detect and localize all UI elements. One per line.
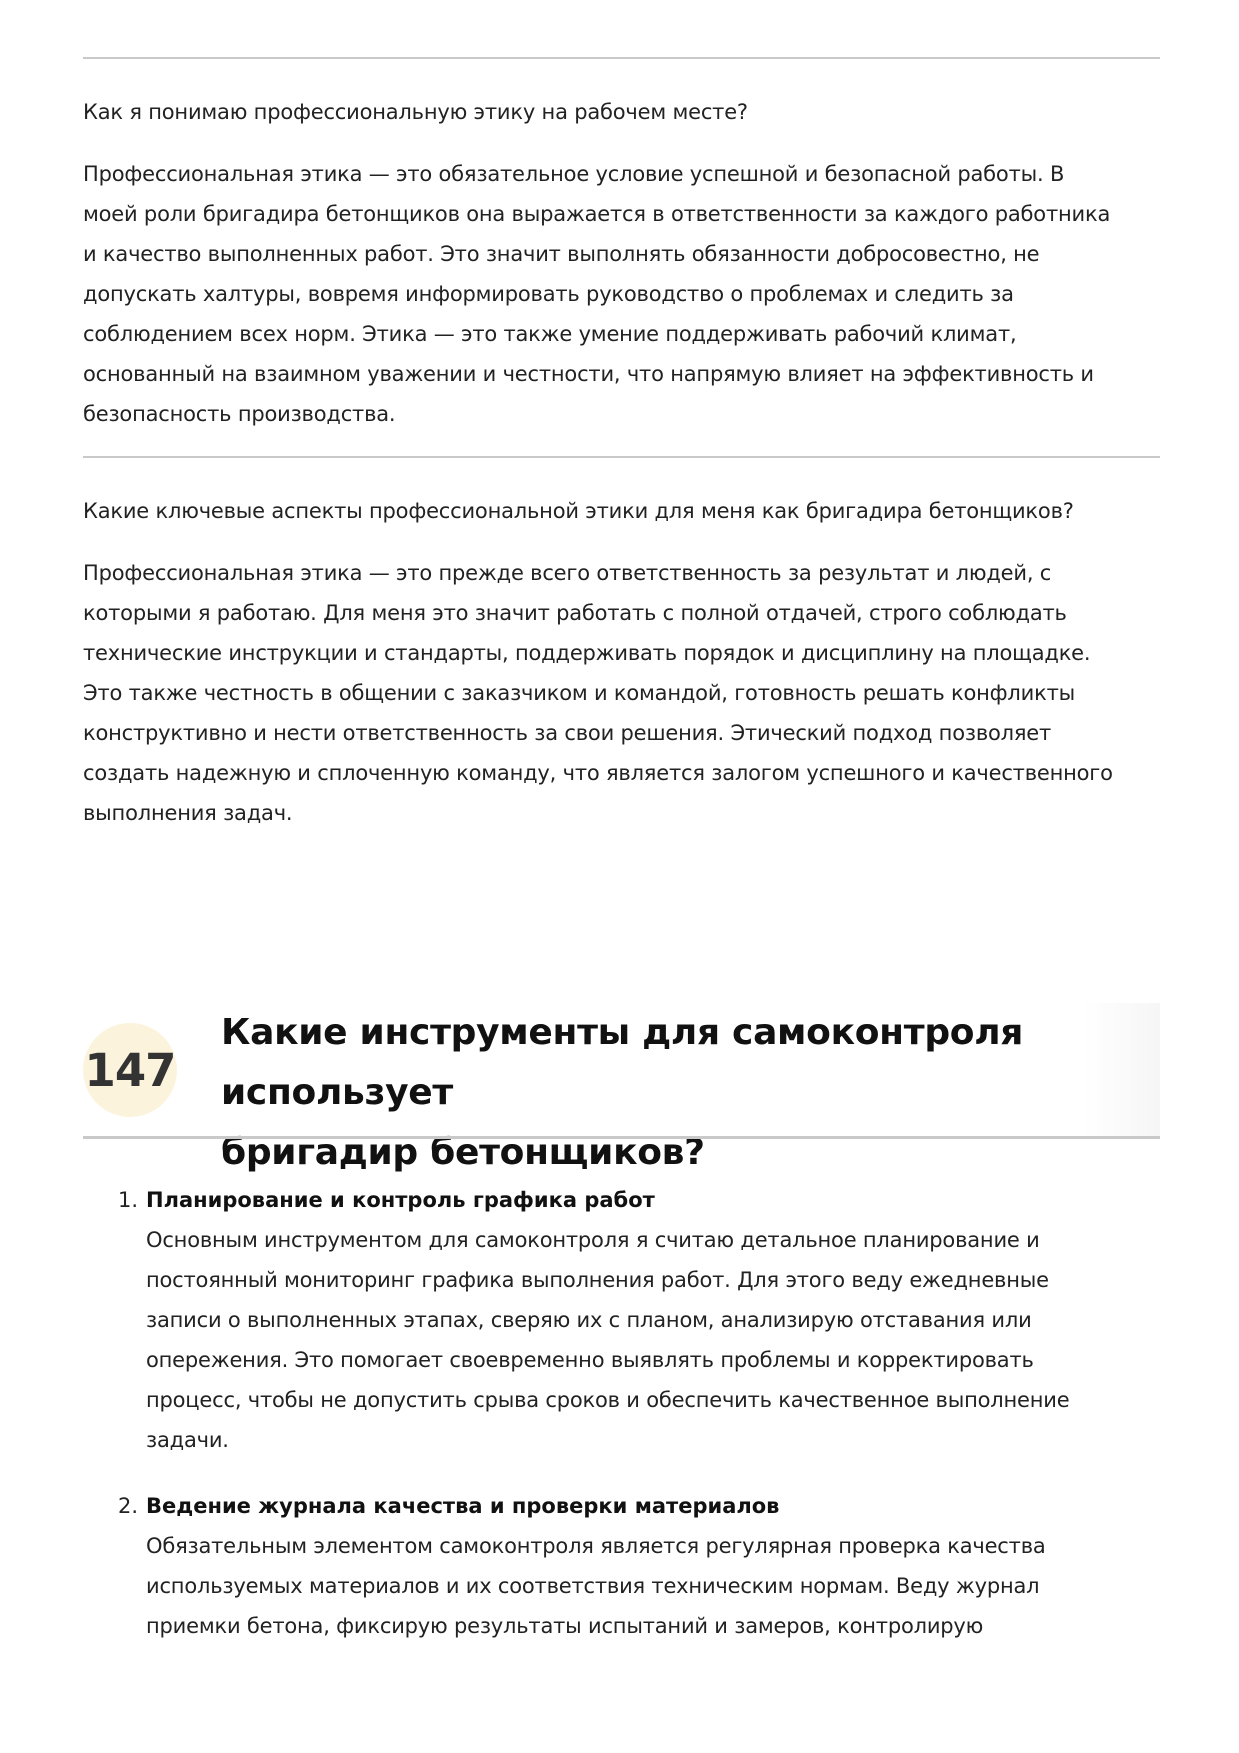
question-2: Какие ключевые аспекты профессиональной этики для меня как бригадира бетонщиков? <box>83 499 1074 523</box>
question-1: Как я понимаю профессиональную этику на рабочем месте? <box>83 100 748 124</box>
answer-2: Профессиональная этика — это прежде всего ответственность за результат и людей, с которыми я работаю. Для меня это значит работать с полной отдачей, строго соблюдать технические инструкции и стандарты, поддерживать порядок и дисциплину на площадке. Это также честность в общении с заказчиком и командой, готовность решать конфликты конструктивно и нести ответственность за свои решения. Этический подход позволяет создать надежную и сплоченную команду, что является залогом успешного и качественного выполнения задач. <box>83 561 1113 825</box>
list-item <box>83 1486 1160 1646</box>
list-item <box>83 1180 1160 1460</box>
tools-list <box>83 1180 1160 1672</box>
page-content <box>83 0 1160 1638</box>
section-header <box>83 1003 1160 1173</box>
list-item-number: 2. <box>118 1494 139 1518</box>
list-item-text: Основным инструментом для самоконтроля я считаю детальное планирование и постоянный мониторинг графика выполнения работ. Для этого веду ежедневные записи о выполненных этапах, сверяю их с планом, анализирую отставания или опережения. Это помогает своевременно выявлять проблемы и корректировать процесс, чтобы не допустить срыва сроков и обеспечить качественное выполнение задачи. <box>146 1228 1070 1452</box>
section-title: Какие инструменты для самоконтроля использует бригадир бетонщиков? <box>221 1012 1024 1173</box>
list-item-title: Ведение журнала качества и проверки материалов <box>146 1494 780 1518</box>
list-item-number: 1. <box>118 1188 139 1212</box>
section-number-badge: 147 <box>83 1023 177 1117</box>
divider <box>83 57 1160 59</box>
list-item-text: Обязательным элементом самоконтроля является регулярная проверка качества используемых материалов и их соответствия техническим нормам. Веду журнал приемки бетона, фиксирую результаты испытаний и замеров, контролирую <box>146 1534 1046 1638</box>
divider <box>83 456 1160 458</box>
answer-1: Профессиональная этика — это обязательное условие успешной и безопасной работы. В моей роли бригадира бетонщиков она выражается в ответственности за каждого работника и качество выполненных работ. Это значит выполнять обязанности добросовестно, не допускать халтуры, вовремя информировать руководство о проблемах и следить за соблюдением всех норм. Этика — это также умение поддерживать рабочий климат, основанный на взаимном уважении и честности, что напрямую влияет на эффективность и безопасность производства. <box>83 162 1111 426</box>
list-item-title: Планирование и контроль графика работ <box>146 1188 655 1212</box>
section-divider <box>83 1136 1160 1139</box>
